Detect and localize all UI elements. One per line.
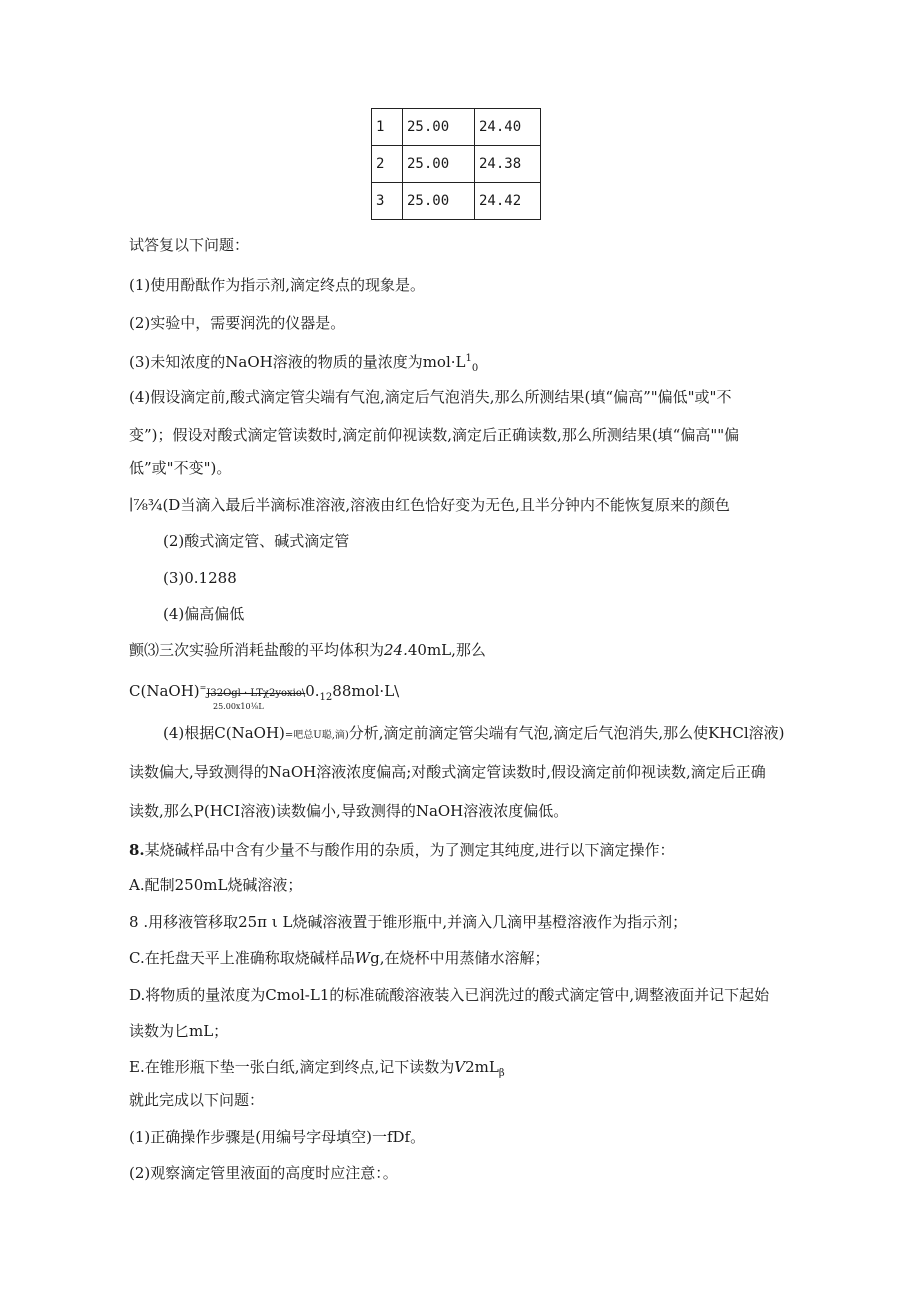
q7-question-3: [129, 349, 478, 379]
q8-step-e-sub: β: [498, 1068, 505, 1079]
table-row: [372, 146, 541, 183]
table-cell: 24.38: [475, 146, 541, 183]
analysis-line-1: [129, 640, 486, 660]
q8-step-b-num: 8: [129, 913, 139, 931]
analysis-line-1-a: 颤⑶三次实验所消耗盐酸的平均体积为: [129, 641, 385, 659]
table-cell: 25.00: [403, 146, 475, 183]
table-cell: 25.00: [403, 183, 475, 220]
analysis-line-2-c: 88mol·L\: [332, 682, 400, 700]
table-row: [372, 109, 541, 146]
table-cell: 25.00: [403, 109, 475, 146]
table-cell: 24.42: [475, 183, 541, 220]
q8-step-e-a: E.在锥形瓶下垫一张白纸,滴定到终点,记下读数为: [129, 1058, 455, 1076]
q8-step-d-line1: D.将物质的量浓度为Cmol-L1的标准硫酸溶液装入已润洗过的酸式滴定管中,调整液面并记下起始: [129, 986, 770, 1004]
analysis-line-2-denominator: 25.00x10⅛L: [213, 702, 264, 711]
q7-question-4-line1: (4)假设滴定前,酸式滴定管尖端有气泡,滴定后气泡消失,那么所测结果(填“偏高”"偏低"或"不: [129, 388, 732, 406]
q7-question-4-line3: 低”或"不变")。: [129, 459, 232, 477]
table-row: [372, 183, 541, 220]
analysis-line-3: [163, 723, 785, 746]
analysis-line-2-sub: 12: [319, 692, 333, 703]
analysis-line-3-b: 分析,滴定前滴定管尖端有气泡,滴定后气泡消失,那么使KHCl溶液): [348, 724, 785, 742]
analysis-line-2-strike: J32Ogl · LTχ2yoxio\: [206, 688, 306, 699]
q8-question-2: (2)观察滴定管里液面的高度时应注意：。: [129, 1164, 398, 1182]
q8-number: 8.: [129, 841, 145, 859]
analysis-line-2: [129, 678, 399, 708]
q8-step-d-line2: 读数为匕mL；: [129, 1022, 229, 1040]
analysis-line-3-a: (4)根据C(NaOH): [163, 724, 285, 742]
q7-question-3-sup: 1: [465, 353, 472, 364]
q8-step-c-a: C.在托盘天平上准确称取烧碱样品: [129, 949, 355, 967]
answer-2: (2)酸式滴定管、碱式滴定管: [163, 532, 350, 550]
analysis-line-2-b: 0.: [305, 682, 320, 700]
analysis-line-4: 读数偏大,导致测得的NaOH溶液浓度偏高;对酸式滴定管读数时,假设滴定前仰视读数,滴定后正确: [129, 763, 766, 781]
titration-data-table: [371, 108, 541, 220]
answer-1: ∣⅞¾(D当滴入最后半滴标准溶液,溶液由红色恰好变为无色,且半分钟内不能恢复原来的颜色: [129, 496, 730, 514]
analysis-line-5: 读数,那么P(HCI溶液)读数偏小,导致测得的NaOH溶液浓度偏低。: [129, 802, 569, 820]
q7-question-4-line2: 变”)；假设对酸式滴定管读数时,滴定前仰视读数,滴定后正确读数,那么所测结果(填“偏高""偏: [129, 426, 740, 444]
q8-step-c: [129, 948, 550, 968]
analysis-line-1-b: 40mL,那么: [407, 641, 486, 659]
q8-question-1: (1)正确操作步骤是(用编号字母填空)一fDf。: [129, 1128, 426, 1146]
table-cell: 2: [372, 146, 403, 183]
answer-3: (3)0.1288: [163, 569, 237, 587]
q7-question-2: (2)实验中，需要润洗的仪器是。: [129, 314, 346, 332]
table-cell: 1: [372, 109, 403, 146]
q8-step-c-w: W: [354, 949, 371, 967]
table-cell: 3: [372, 183, 403, 220]
q8-step-b: [129, 912, 687, 932]
q7-intro: 试答复以下问题：: [129, 236, 250, 254]
table-cell: 24.40: [475, 109, 541, 146]
q8-stem: [129, 840, 674, 860]
analysis-line-3-small: =吧总U聪,滴): [284, 730, 349, 741]
analysis-line-2-sup: =: [199, 683, 207, 692]
q8-step-e-b: 2mL: [465, 1058, 499, 1076]
q8-step-b-text: .用移液管移取25π ι L烧碱溶液置于锥形瓶中,并滴入几滴甲基橙溶液作为指示剂；: [138, 913, 688, 931]
q8-step-e-v: V: [454, 1058, 466, 1076]
q8-step-e: [129, 1057, 505, 1084]
analysis-line-1-num: 24.: [384, 641, 408, 659]
q7-question-3-sub: 0: [471, 363, 479, 374]
q8-finish-prompt: 就此完成以下问题：: [129, 1091, 265, 1109]
q7-question-1: (1)使用酚酞作为指示剂,滴定终点的现象是。: [129, 276, 426, 294]
analysis-line-2-a: C(NaOH): [129, 682, 200, 700]
q8-step-c-b: g,在烧杯中用蒸储水溶解；: [370, 949, 550, 967]
q8-step-a: A.配制250mL烧碱溶液；: [129, 876, 303, 894]
answer-4: (4)偏高偏低: [163, 605, 245, 623]
q8-stem-text: 某烧碱样品中含有少量不与酸作用的杂质，为了测定其纯度,进行以下滴定操作：: [144, 841, 675, 859]
q7-question-3-text: (3)未知浓度的NaOH溶液的物质的量浓度为mol·L: [129, 353, 466, 371]
